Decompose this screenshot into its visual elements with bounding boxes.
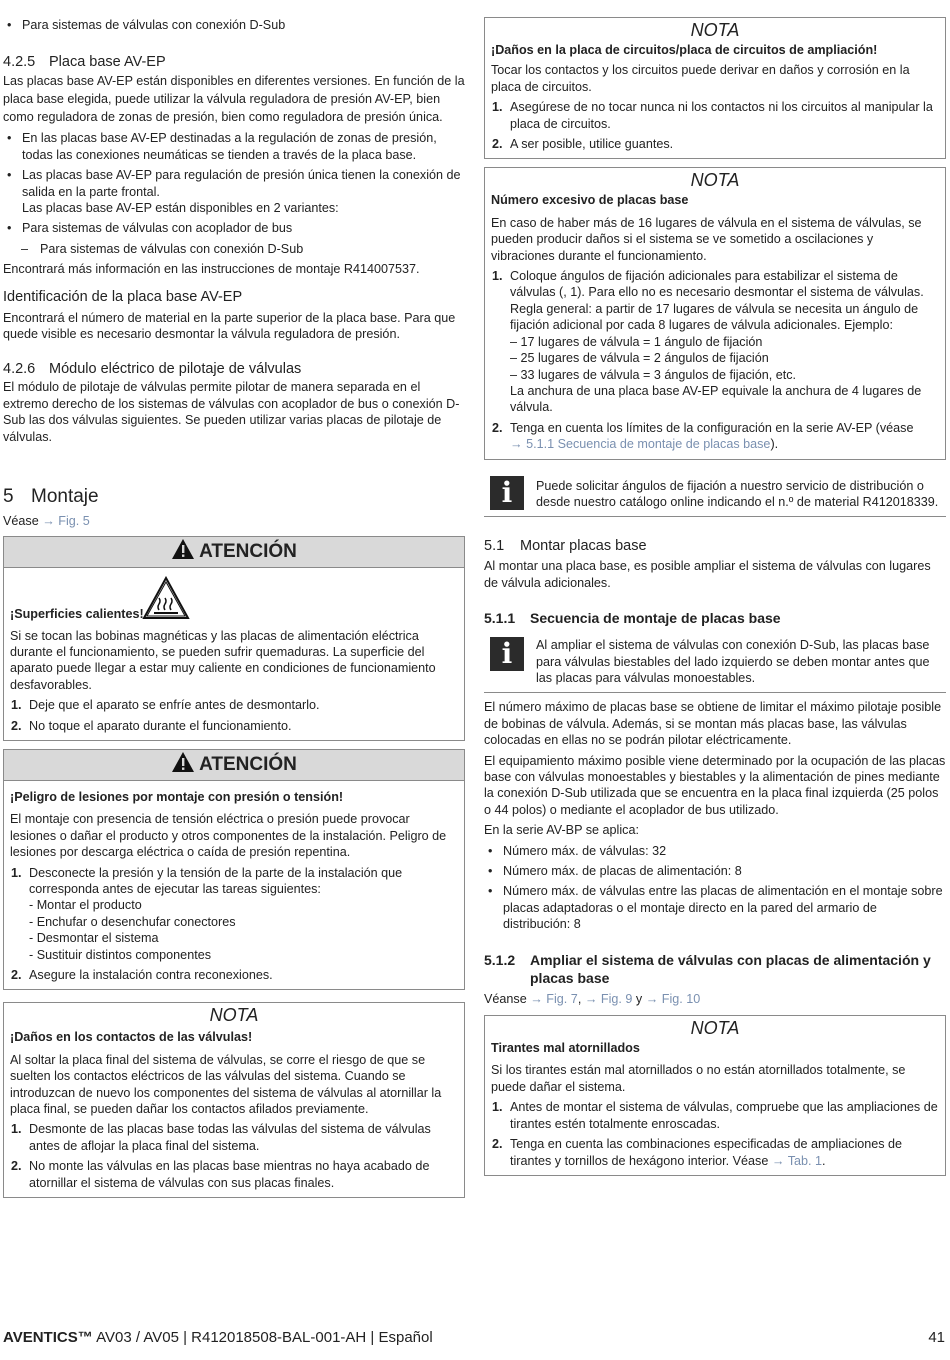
list-item: – Para sistemas de válvulas con conexión D-Sub — [3, 241, 465, 257]
notice-subtitle: ¡Daños en la placa de circuitos/placa de circuitos de ampliación! — [491, 43, 878, 57]
section-heading-5-1-2: 5.1.2 Ampliar el sistema de válvulas con placas de alimentación y placas base — [484, 951, 931, 986]
paragraph: Las placas base AV-EP están disponibles en diferentes versiones. En función de la placa base elegida, puede utilizar la válvula reguladora de presión AV-EP, bien como reguladora de zonas de presión, bien como reguladora de presión única. — [3, 74, 465, 125]
warning-subtitle: ¡Superficies calientes! — [10, 606, 144, 621]
list-item: 1. Desconecte la presión y la tensión de la parte de la instalación que corresponda antes de ejecutar las tareas siguientes: — [11, 865, 403, 896]
section-heading-5-1: 5.1 Montar placas base — [484, 538, 647, 555]
fig-link[interactable]: → Fig. 5 — [42, 514, 90, 529]
paragraph: El número máximo de placas base se obtiene de limitar el máximo pilotaje posible de bobinas de válvula. Además, si se montan más placas base, las válvulas colocadas en ellas no se podrán pilotar eléctricamente. — [484, 700, 942, 748]
right-column — [484, 17, 946, 1176]
table-link[interactable]: → Tab. 1 — [771, 1153, 822, 1168]
example-line: – 33 lugares de válvula = 3 ángulos de fijación, etc. — [510, 367, 796, 382]
list-item: • Para sistemas de válvulas con conexión D-Sub — [3, 17, 465, 33]
info-icon: i — [490, 476, 524, 510]
subsection-heading: Identificación de la placa base AV-EP — [3, 288, 243, 305]
paragraph: En caso de haber más de 16 lugares de válvula en el sistema de válvulas, se pueden producir daños si el sistema se ve sometido a oscilaciones y vibraciones durante el funcionamiento. — [491, 215, 922, 263]
notice-box-tie-rods — [484, 1015, 946, 1176]
notice-subtitle: Número excesivo de placas base — [491, 193, 689, 208]
see-reference: Véanse → Fig. 7, → Fig. 9 y → Fig. 10 — [484, 991, 701, 1006]
list-item: 1. Desmonte de las placas base todas las válvulas del sistema de válvulas antes de aflojar la placa final del sistema. — [11, 1122, 431, 1153]
paragraph: Tocar los contactos y los circuitos puede derivar en daños y corrosión en la placa de circuitos. — [491, 63, 910, 94]
warning-header: ATENCIÓN — [4, 750, 464, 781]
notice-header: NOTA — [690, 170, 740, 191]
list-item: • Las placas base AV-EP para regulación de presión única tienen la conexión de salida en la parte frontal. — [3, 167, 465, 200]
sub-list-item: - Sustituir distintos componentes — [29, 947, 211, 962]
paragraph: Al montar una placa base, es posible ampliar el sistema de válvulas con lugares de válvula adicionales. — [484, 559, 931, 590]
paragraph: Encontrará más información en las instrucciones de montaje R414007537. — [3, 262, 420, 277]
section-heading-4-2-6: 4.2.6 Módulo eléctrico de pilotaje de válvulas — [3, 361, 302, 378]
notice-box-excess-bases — [484, 167, 946, 459]
sub-list-item: - Desmontar el sistema — [29, 931, 159, 946]
section-heading-4-2-5: 4.2.5 Placa base AV-EP — [3, 54, 166, 71]
document-id: AV03 / AV05 | R412018508-BAL-001-AH | Español — [92, 1329, 433, 1346]
info-icon: i — [490, 637, 524, 671]
list-item: • Número máx. de válvulas: 32 — [484, 843, 946, 859]
brand-name: AVENTICS™ — [3, 1329, 93, 1346]
section-link[interactable]: → 5.1.1 Secuencia de montaje de placas base — [510, 437, 771, 452]
list-item: • Número máx. de placas de alimentación: 8 — [484, 863, 946, 879]
fig-link[interactable]: → Fig. 9 — [584, 991, 633, 1006]
paragraph: Las placas base AV-EP están disponibles en 2 variantes: — [22, 201, 339, 216]
fig-link[interactable]: → Fig. 7 — [530, 991, 578, 1006]
page-footer — [3, 1330, 945, 1346]
paragraph: Si los tirantes están mal atornillados o no están atornillados totalmente, se puede dañar el sistema. — [491, 1063, 906, 1094]
page-number: 41 — [928, 1329, 945, 1346]
warning-box-hot-surfaces — [3, 536, 465, 741]
warning-header: ATENCIÓN — [4, 537, 464, 568]
notice-header: NOTA — [690, 1018, 740, 1039]
sub-list — [10, 897, 458, 963]
hot-surface-icon — [142, 576, 190, 620]
sub-list-item: - Enchufar o desenchufar conectores — [29, 914, 236, 929]
fig-link[interactable]: → Fig. 10 — [645, 991, 701, 1006]
paragraph: Encontrará el número de material en la parte superior de la placa base. Para que quede visible es necesario desmontar la válvula reguladora de presión. — [3, 310, 456, 342]
info-note: i Puede solicitar ángulos de fijación a nuestro servicio de distribución o desde nuestro catálogo online indicando el n.º de material R412018339. — [484, 474, 946, 518]
warning-triangle-icon — [171, 538, 195, 560]
paragraph: El módulo de pilotaje de válvulas permite pilotar de manera separada en el extremo derecho de los sistemas de válvulas con acoplador de bus o conexión D-Sub las dos válvulas siguientes. Se pueden utilizar varias placas de pilotaje de válvulas. — [3, 380, 460, 444]
section-heading-5-1-1: 5.1.1 Secuencia de montaje de placas base — [484, 610, 781, 627]
see-reference: Véase → Fig. 5 — [3, 514, 90, 529]
notice-subtitle: Tirantes mal atornillados — [491, 1041, 640, 1056]
list-item: 1. Antes de montar el sistema de válvulas, compruebe que las ampliaciones de tirantes estén totalmente enroscadas. — [492, 1100, 938, 1131]
list-item: 2. Asegure la instalación contra reconexiones. — [11, 968, 273, 982]
warning-subtitle: ¡Peligro de lesiones por montaje con presión o tensión! — [10, 789, 344, 804]
list-item-detail: Regla general: a partir de 17 lugares de válvula se necesita un ángulo de fijación adicional por cada 8 lugares de válvula adicionales. Ejemplo: – 17 lugares de válvula = 1 ángulo de fijación – 25 lugares de válvula = 2 ángulos de fijación – 33 lugares de válvula = 3 ángulos de fijación, etc. La anchura de una placa base AV-EP equivale la anchura de 4 lugares de válvula. — [491, 301, 939, 416]
notice-header: NOTA — [690, 20, 740, 40]
info-note: i Al ampliar el sistema de válvulas con conexión D-Sub, las placas base para válvulas biestables del lado izquierdo se deben montar antes que las placas para válvulas monoestables. — [484, 635, 946, 693]
list-item: • En las placas base AV-EP destinadas a la regulación de zonas de presión, todas las conexiones neumáticas se tienden a través de la placa base. — [3, 130, 465, 163]
list-item: 1. Deje que el aparato se enfríe antes de desmontarlo. — [11, 698, 320, 713]
list-item: 1. Asegúrese de no tocar nunca ni los contactos ni los circuitos al manipular la placa de circuitos. — [492, 100, 933, 131]
list-item: 2. Tenga en cuenta los límites de la configuración en la serie AV-EP (véase → 5.1.1 Secuencia de montaje de placas base). — [492, 420, 914, 452]
list-item: 1. Coloque ángulos de fijación adicionales para estabilizar el sistema de válvulas (, 1). Para ello no es necesario desmontar el sistema de válvulas. — [492, 269, 924, 300]
notice-box-valve-contacts — [3, 1002, 465, 1198]
example-line: – 25 lugares de válvula = 2 ángulos de fijación — [510, 351, 769, 366]
warning-triangle-icon — [171, 751, 195, 773]
notice-subtitle: ¡Daños en los contactos de las válvulas! — [10, 1030, 253, 1045]
paragraph: Si se tocan las bobinas magnéticas y las placas de alimentación eléctrica durante el funcionamiento, se pueden sufrir quemaduras. La superficie del aparato puede llegar a estar muy caliente en condiciones de funcionamiento desfavorables. — [10, 628, 436, 692]
list-item: • Para sistemas de válvulas con acoplador de bus — [3, 220, 465, 236]
paragraph: Al soltar la placa final del sistema de válvulas, se corre el riesgo de que se suelten los contactos eléctricos de las válvulas del sistema. Cuando se introduzcan de nuevo los componentes del sistema de válvulas al atornillar la placa final, se pueden dañar los contactos afilados previamente. — [10, 1052, 442, 1117]
chapter-heading-5: 5 Montaje — [3, 486, 99, 508]
notice-box-circuit-board — [484, 17, 946, 159]
paragraph: El equipamiento máximo posible viene determinado por la ocupación de las placas base con válvulas monoestables y biestables y la alimentación de pines mediante la conexión D-Sub utilizada que se encuentra en la placa final izquierda (25 polos o 44 polos) o mediante el acoplador de bus utilizado. — [484, 753, 946, 817]
list-item: 2. Tenga en cuenta las combinaciones especificadas de ampliaciones de tirantes y tornillos de hexágono interior. Véase → Tab. 1. — [492, 1137, 903, 1168]
left-column — [3, 0, 465, 1198]
paragraph: En la serie AV-BP se aplica: — [484, 823, 639, 838]
example-line: – 17 lugares de válvula = 1 ángulo de fijación — [510, 334, 763, 349]
list-item: 2. A ser posible, utilice guantes. — [492, 137, 674, 152]
notice-header: NOTA — [209, 1005, 259, 1026]
hot-surface-row — [10, 576, 458, 622]
list-item: • Número máx. de válvulas entre las placas de alimentación en el montaje sobre placas adaptadoras o el montaje directo en la pared del armario de distribución: 8 — [484, 883, 946, 932]
paragraph: El montaje con presencia de tensión eléctrica o presión puede provocar lesiones o dañar el producto y otros componentes de la instalación. Peligro de lesiones por descarga eléctrica o caída de presión repentina. — [10, 812, 447, 860]
list-item: 2. No toque el aparato durante el funcionamiento. — [11, 718, 292, 733]
warning-box-pressure-voltage — [3, 749, 465, 990]
sub-list-item: - Montar el producto — [29, 898, 142, 913]
list-item: 2. No monte las válvulas en las placas base mientras no haya acabado de atornillar el sistema de válvulas con sus placas finales. — [11, 1159, 430, 1190]
